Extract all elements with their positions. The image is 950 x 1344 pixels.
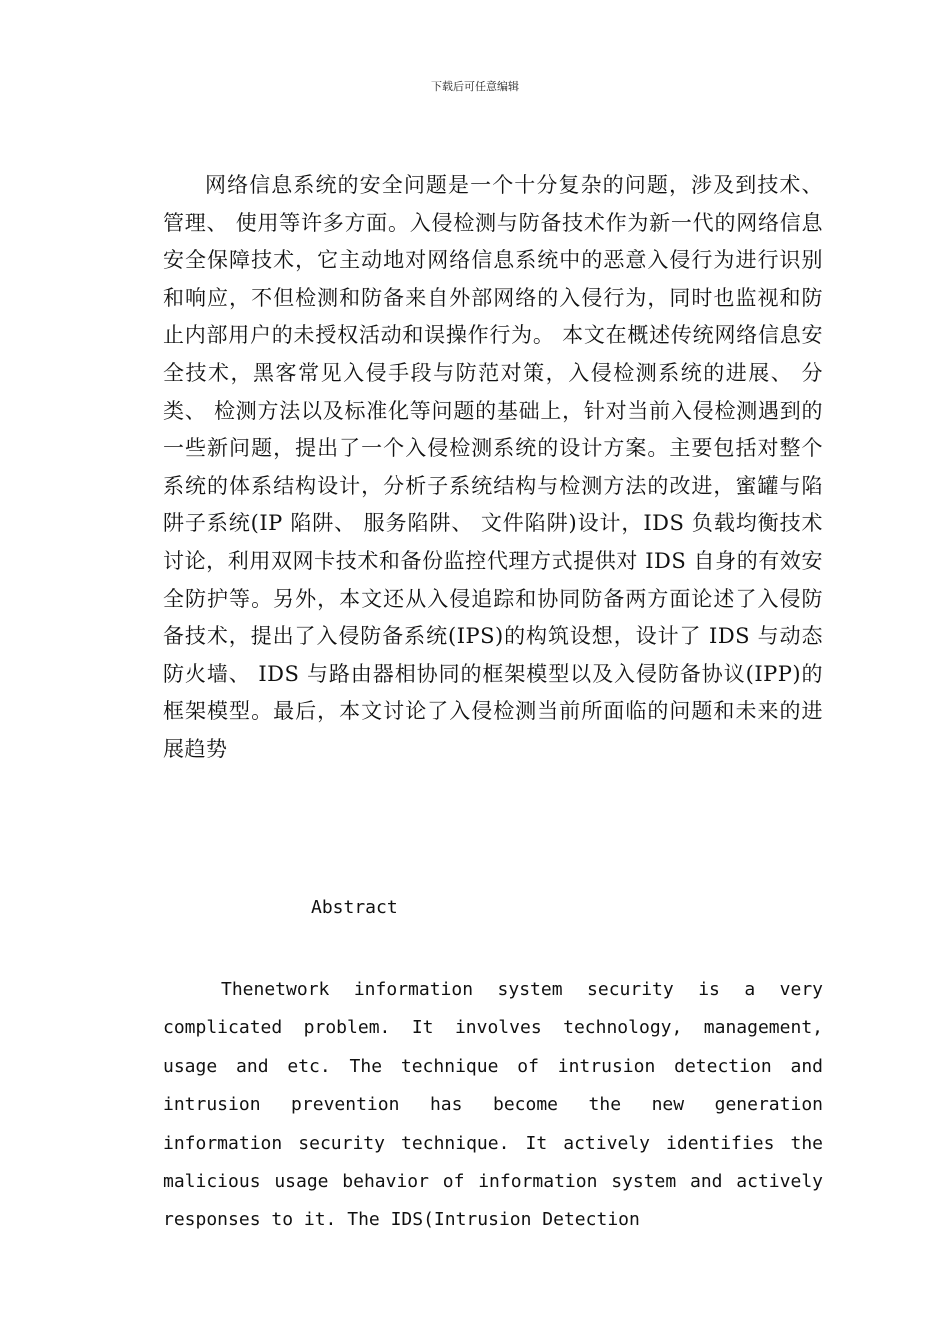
page-header: 下载后可任意编辑 [431,80,519,93]
abstract-heading: Abstract [311,897,398,918]
english-abstract-paragraph: Thenetwork information system security is a very complicated problem. It involves technology, management, usage and etc. The technique of intrusion detection and intrusion prevention has become the new generation information security technique. It actively identifies the malicious usage behavior of information system and actively responses to it. The IDS(Intrusion Detection [163,979,823,1231]
chinese-abstract-paragraph: 网络信息系统的安全问题是一个十分复杂的问题，涉及到技术、 管理、 使用等许多方面。入侵检测与防备技术作为新一代的网络信息安全保障技术，它主动地对网络信息系统中的恶意入侵行为进行识别和响应，不但检测和防备来自外部网络的入侵行为，同时也监视和防止内部用户的未授权活动和误操作行为。 本文在概述传统网络信息安全技术，黑客常见入侵手段与防范对策，入侵检测系统的进展、 分类、 检测方法以及标准化等问题的基础上，针对当前入侵检测遇到的一些新问题，提出了一个入侵检测系统的设计方案。主要包括对整个系统的体系结构设计，分析子系统结构与检测方法的改进，蜜罐与陷阱子系统(IP 陷阱、 服务陷阱、 文件陷阱)设计，IDS 负载均衡技术讨论，利用双网卡技术和备份监控代理方式提供对 IDS 自身的有效安全防护等。另外，本文还从入侵追踪和协同防备两方面论述了入侵防备技术，提出了入侵防备系统(IPS)的构筑设想，设计了 IDS 与动态防火墙、 IDS 与路由器相协同的框架模型以及入侵防备协议(IPP)的框架模型。最后，本文讨论了入侵检测当前所面临的问题和未来的进展趋势 [163,173,823,761]
